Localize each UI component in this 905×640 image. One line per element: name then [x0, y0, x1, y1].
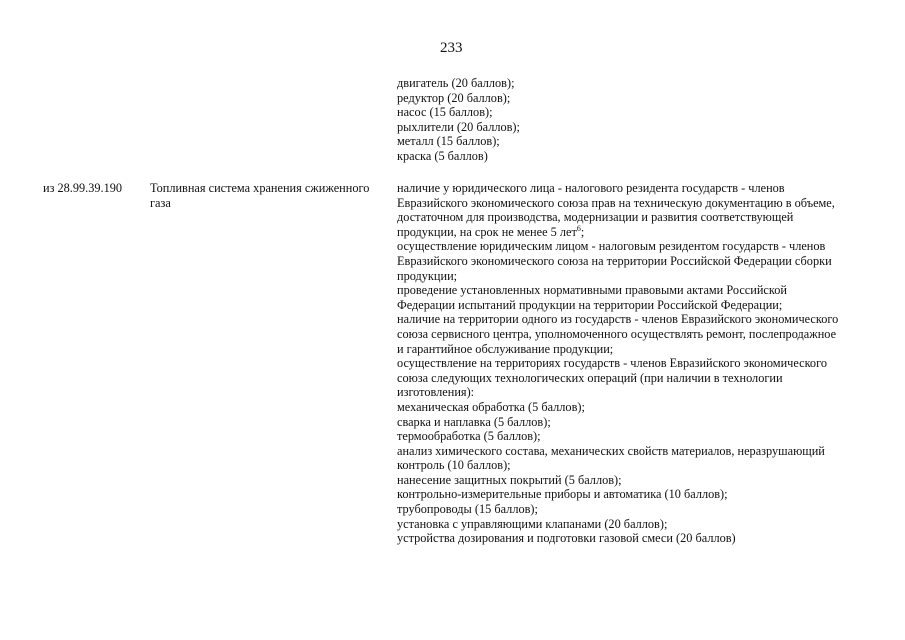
list-item: металл (15 баллов); [397, 134, 500, 149]
list-item: насос (15 баллов); [397, 105, 493, 120]
page-number: 233 [440, 40, 463, 56]
requirement-text: продукции, на срок не менее 5 лет [397, 224, 577, 239]
requirement-line: Федерации испытаний продукции на территории Российской Федерации; [397, 297, 783, 312]
requirement-line: Евразийского экономического союза на территории Российской Федерации сборки [397, 253, 832, 268]
requirement-line: установка с управляющими клапанами (20 баллов); [397, 516, 668, 531]
requirement-line: механическая обработка (5 баллов); [397, 399, 585, 414]
product-name-line: Топливная система хранения сжиженного [150, 181, 370, 195]
requirement-line: трубопроводы (15 баллов); [397, 502, 538, 517]
requirement-line: изготовления): [397, 385, 475, 400]
requirement-line: союза сервисного центра, уполномоченного осуществлять ремонт, послепродажное [397, 326, 837, 341]
requirement-line: проведение установленных нормативными правовыми актами Российской [397, 283, 787, 298]
requirement-line: нанесение защитных покрытий (5 баллов); [397, 472, 622, 487]
requirement-line: анализ химического состава, механических свойств материалов, неразрушающий [397, 443, 825, 458]
requirement-line: Евразийского экономического союза прав на техническую документацию в объеме, [397, 195, 835, 210]
requirement-line: осуществление на территориях государств - членов Евразийского экономического [397, 356, 827, 371]
requirement-line: термообработка (5 баллов); [397, 429, 541, 444]
requirement-line: продукции; [397, 268, 458, 283]
footnote-marker: 6 [576, 223, 581, 233]
okpd-code: из 28.99.39.190 [43, 181, 123, 195]
requirement-line: контроль (10 баллов); [397, 458, 511, 473]
requirement-line: осуществление юридическим лицом - налоговым резидентом государств - членов [397, 239, 826, 254]
requirement-line: устройства дозирования и подготовки газовой смеси (20 баллов) [397, 531, 736, 546]
requirement-line [397, 225, 867, 240]
list-item: краска (5 баллов) [397, 148, 488, 163]
product-name [150, 181, 385, 210]
list-item: редуктор (20 баллов); [397, 90, 511, 105]
product-name-line: газа [150, 195, 171, 210]
requirement-line: и гарантийное обслуживание продукции; [397, 341, 614, 356]
requirement-line: достаточном для производства, модернизации и развития соответствующей [397, 210, 794, 225]
list-item: двигатель (20 баллов); [397, 76, 515, 90]
requirement-line: союза следующих технологических операций (при наличии в технологии [397, 370, 783, 385]
requirement-line: сварка и наплавка (5 баллов); [397, 414, 551, 429]
requirement-line: наличие у юридического лица - налогового резидента государств - членов [397, 181, 785, 195]
requirement-line: контрольно-измерительные приборы и автоматика (10 баллов); [397, 487, 728, 502]
requirement-punctuation: ; [580, 224, 585, 239]
requirement-line: наличие на территории одного из государств - членов Евразийского экономического [397, 312, 839, 327]
requirements-list [397, 181, 867, 546]
list-item: рыхлители (20 баллов); [397, 119, 520, 134]
continued-points-list [397, 76, 867, 164]
